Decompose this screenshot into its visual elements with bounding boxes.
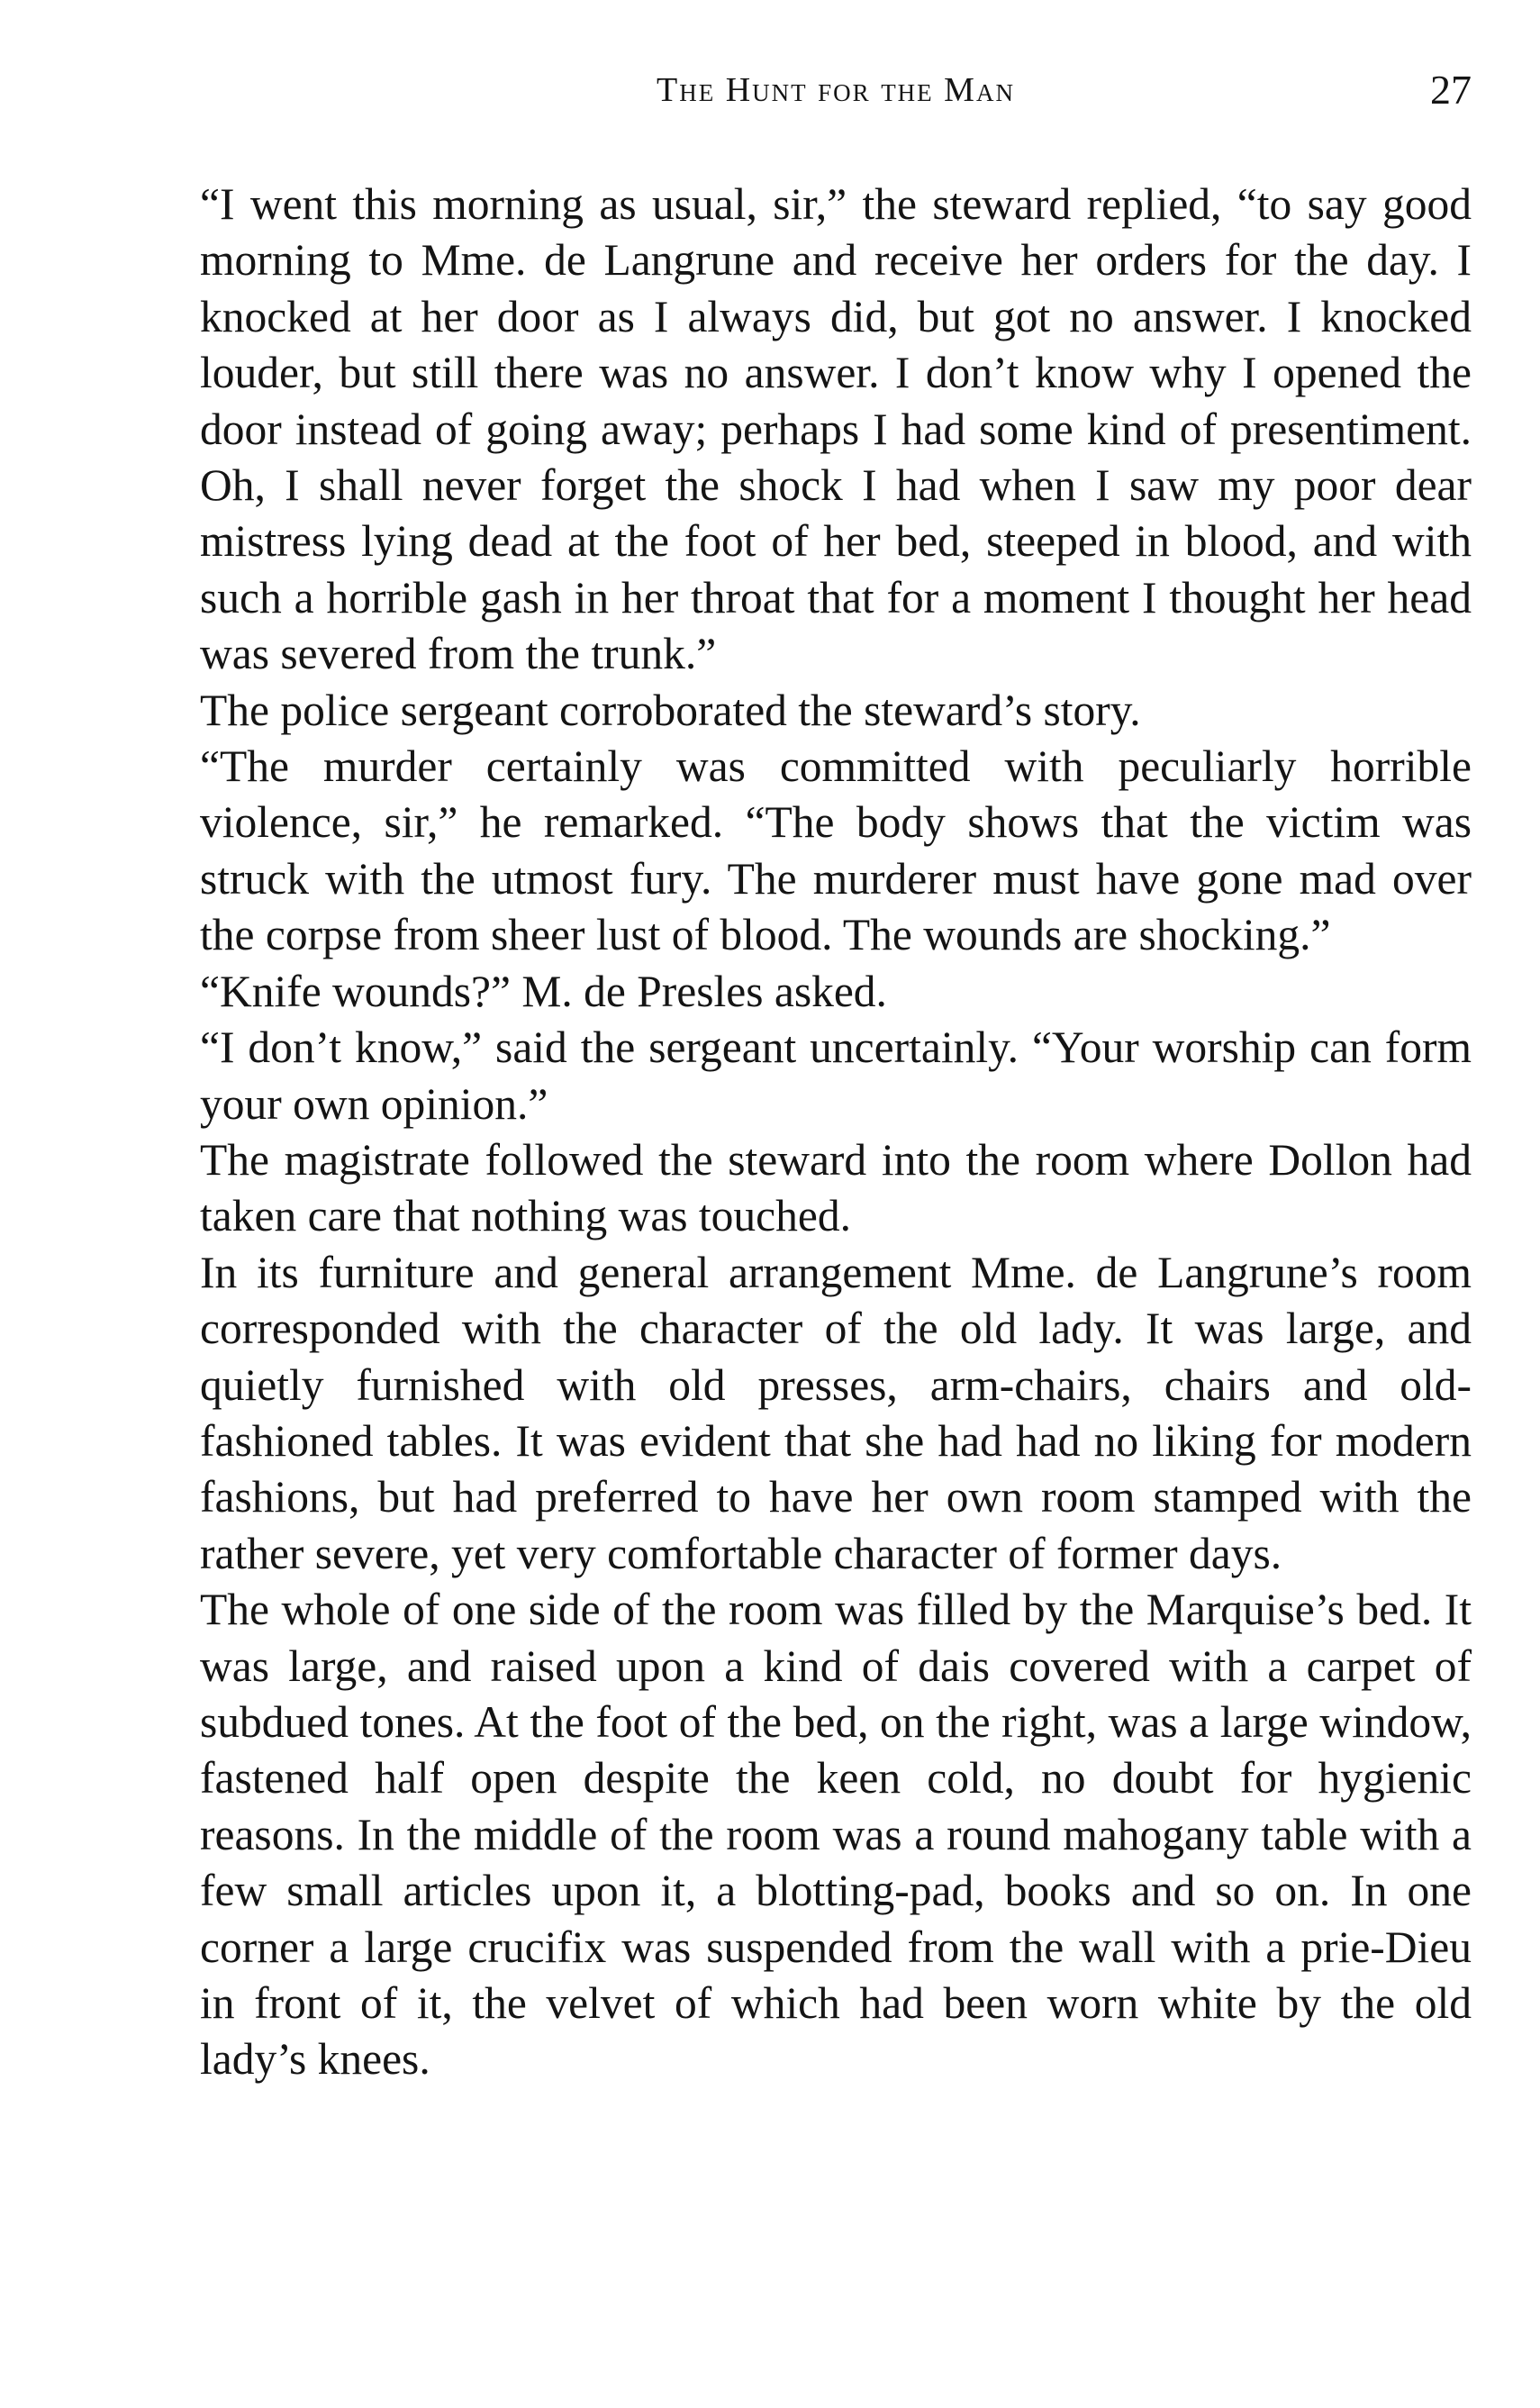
paragraph: The whole of one side of the room was filled by the Marquise’s bed. It was large, and raised upon a kind of dais covered with a carpet of subdued tones. At the foot of the bed, on the right, was a large window, fastened half open despite the keen cold, no doubt for hygienic reasons. In the middle of the room was a round mahogany table with a few small articles upon it, a blotting-pad, books and so on. In one corner a large crucifix was suspended from the wall with a prie-Dieu in front of it, the velvet of which had been worn white by the old lady’s knees.: [200, 1585, 1472, 2085]
page-number: 27: [1430, 67, 1472, 113]
running-title: The Hunt for the Man: [657, 71, 1015, 109]
body-text: [200, 177, 1472, 2088]
paragraph: “I don’t know,” said the sergeant uncertainly. “Your worship can form your own opinion.”: [200, 1022, 1472, 1129]
paragraph: “I went this morning as usual, sir,” the steward replied, “to say good morning to Mme. de Langrune and receive her orders for the day. I knocked at her door as I always did, but got no answer. I knocked louder, but still there was no answer. I don’t know why I opened the door instead of going away; perhaps I had some kind of presentiment. Oh, I shall never forget the shock I had when I saw my poor dear mistress lying dead at the foot of her bed, steeped in blood, and with such a horrible gash in her throat that for a moment I thought her head was severed from the trunk.”: [200, 179, 1472, 679]
paragraph: “Knife wounds?” M. de Presles asked.: [200, 966, 887, 1016]
paragraph: In its furniture and general arrangement Mme. de Langrune’s room corresponded with the character of the old lady. It was large, and quietly furnished with old presses, arm-chairs, chairs and old-fashioned tables. It was evident that she had had no liking for modern fashions, but had preferred to have her own room stamped with the rather severe, yet very comfortable character of former days.: [200, 1247, 1472, 1578]
paragraph: “The murder certainly was committed with peculiarly horrible violence, sir,” he remarked. “The body shows that the victim was struck with the utmost fury. The murderer must have gone mad over the corpse from sheer lust of blood. The wounds are shocking.”: [200, 741, 1472, 960]
paragraph: The magistrate followed the steward into the room where Dollon had taken care that nothing was touched.: [200, 1134, 1472, 1241]
running-head: [200, 63, 1472, 117]
paragraph: The police sergeant corroborated the steward’s story.: [200, 685, 1141, 735]
